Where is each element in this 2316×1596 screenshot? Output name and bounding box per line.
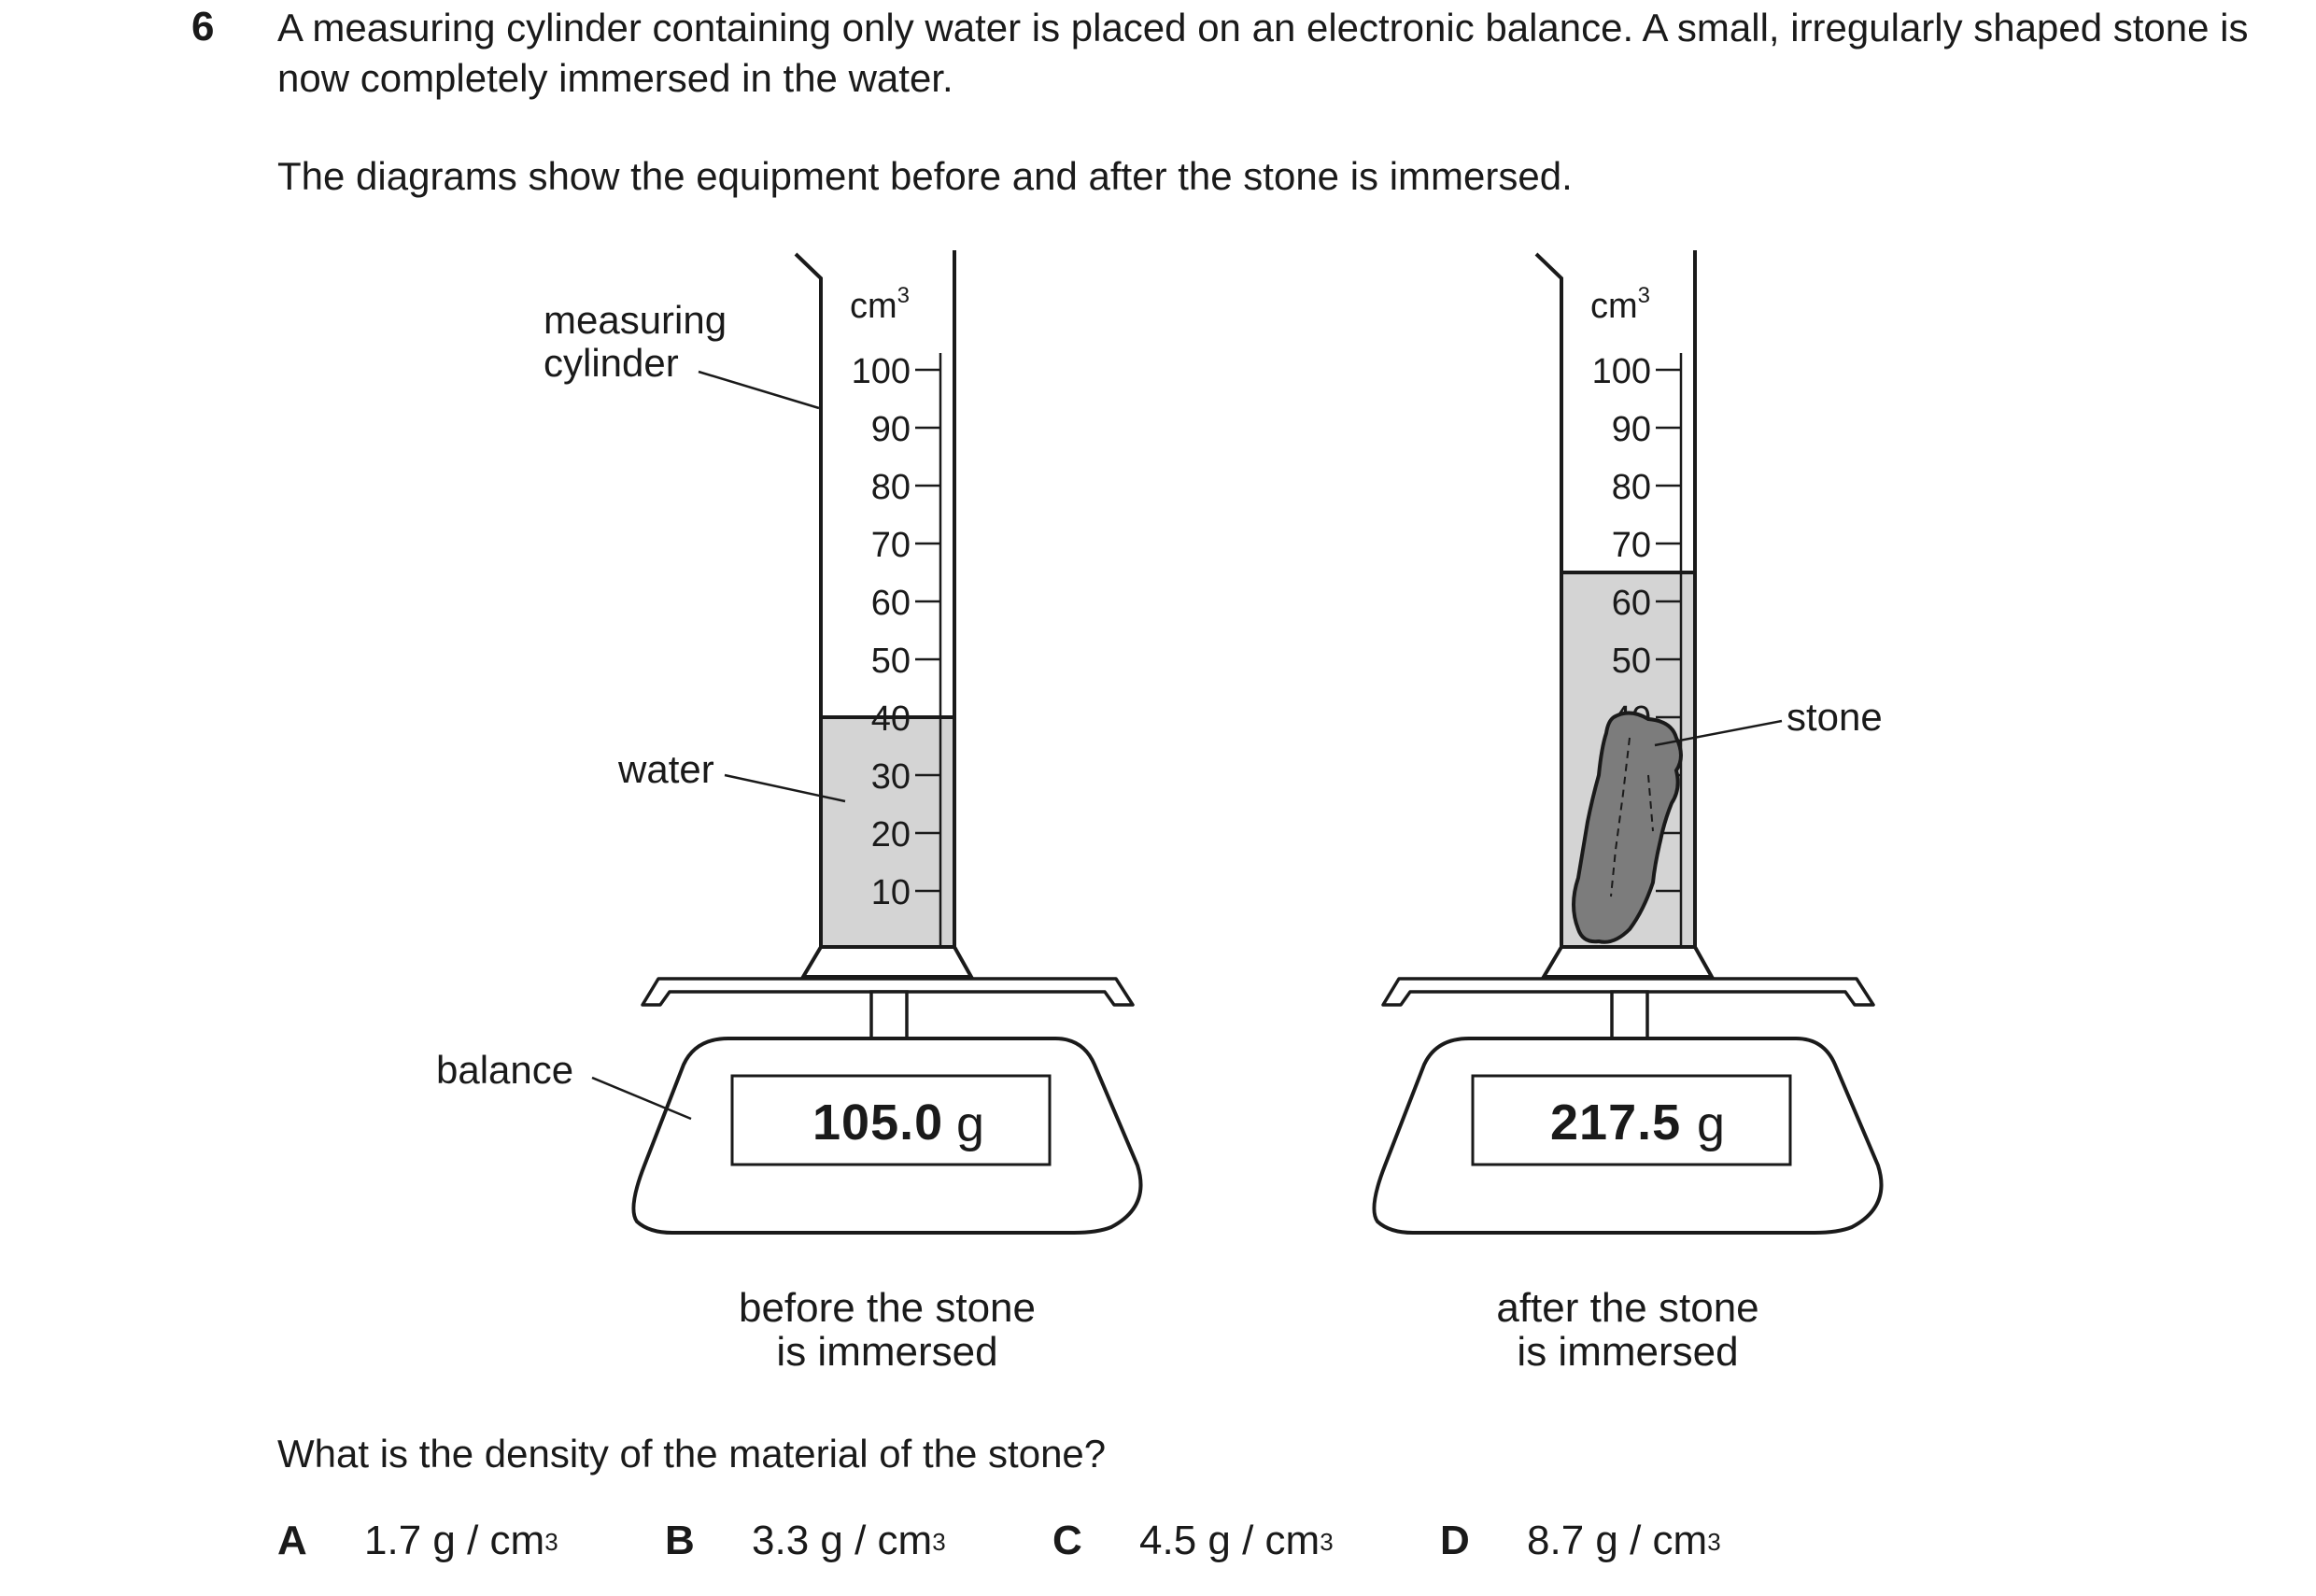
option-letter: B [665, 1518, 695, 1563]
balance-reading-after: 217.5 [1550, 1095, 1682, 1151]
option-c[interactable] [1052, 1518, 1334, 1564]
tick-label: 10 [870, 873, 911, 912]
option-value: 8.7 [1527, 1518, 1585, 1563]
option-b[interactable] [665, 1518, 946, 1564]
caption-before-line2: is immersed [776, 1329, 998, 1375]
reading-unit-after: g [1697, 1096, 1726, 1152]
tick-label: 90 [1611, 410, 1651, 449]
option-unit: g / cm [432, 1518, 545, 1563]
option-value: 4.5 [1139, 1518, 1197, 1563]
question-number: 6 [191, 4, 215, 49]
label-stone: stone [1786, 695, 1883, 739]
option-value: 1.7 [364, 1518, 422, 1563]
tick-label: 40 [870, 699, 911, 739]
balance-stem-after [1612, 992, 1647, 1038]
option-unit-power: 3 [1707, 1528, 1721, 1556]
cylinder-wall-left-before [796, 254, 821, 947]
tick-label: 80 [1611, 468, 1651, 507]
tick-label: 100 [1591, 352, 1651, 391]
option-value: 3.3 [752, 1518, 810, 1563]
caption-after-line2: is immersed [1517, 1329, 1739, 1375]
before-apparatus [633, 250, 1140, 1375]
cylinder-base-after [1544, 947, 1712, 977]
option-unit-power: 3 [544, 1528, 558, 1556]
leader-measuring-cylinder [699, 372, 819, 408]
tick-label: 90 [870, 410, 911, 449]
option-unit: g / cm [820, 1518, 933, 1563]
label-cylinder: cylinder [544, 341, 679, 385]
caption-before-line1: before the stone [738, 1285, 1037, 1331]
caption-after-line1: after the stone [1496, 1285, 1759, 1331]
label-balance: balance [436, 1048, 574, 1092]
reading-unit-before: g [956, 1096, 985, 1152]
tick-label: 50 [870, 642, 911, 681]
after-apparatus [1374, 250, 1881, 1375]
tick-label: 70 [870, 526, 911, 565]
balance-stem-before [871, 992, 907, 1038]
balance-reading-before: 105.0 [812, 1095, 944, 1151]
question-stem: A measuring cylinder containing only water is placed on an electronic balance. A small, irregularly shaped stone is now completely immersed in the water. [277, 6, 2249, 100]
label-water: water [618, 747, 714, 791]
tick-label: 60 [870, 584, 911, 623]
option-unit: g / cm [1207, 1518, 1320, 1563]
cylinder-wall-left-after [1536, 254, 1561, 947]
option-d[interactable] [1440, 1518, 1721, 1564]
tick-label: 70 [1611, 526, 1651, 565]
option-a[interactable] [277, 1518, 558, 1564]
tick-label: 20 [870, 815, 911, 854]
cylinder-base-before [803, 947, 971, 977]
tick-label: 80 [870, 468, 911, 507]
tick-label: 60 [1611, 584, 1651, 623]
unit-label: $cm^3$ [1590, 283, 1651, 326]
option-unit-power: 3 [932, 1528, 946, 1556]
option-unit: g / cm [1595, 1518, 1708, 1563]
unit-label: $cm^3$ [850, 283, 911, 326]
option-letter: C [1052, 1518, 1082, 1563]
tick-label: 50 [1611, 642, 1651, 681]
question-intro: The diagrams show the equipment before and after the stone is immersed. [277, 154, 1573, 198]
question-prompt: What is the density of the material of the stone? [277, 1432, 1107, 1476]
option-unit-power: 3 [1320, 1528, 1334, 1556]
option-letter: D [1440, 1518, 1470, 1563]
label-measuring: measuring [544, 298, 727, 342]
tick-label: 30 [870, 757, 911, 797]
option-letter: A [277, 1518, 307, 1563]
tick-label: 100 [851, 352, 911, 391]
